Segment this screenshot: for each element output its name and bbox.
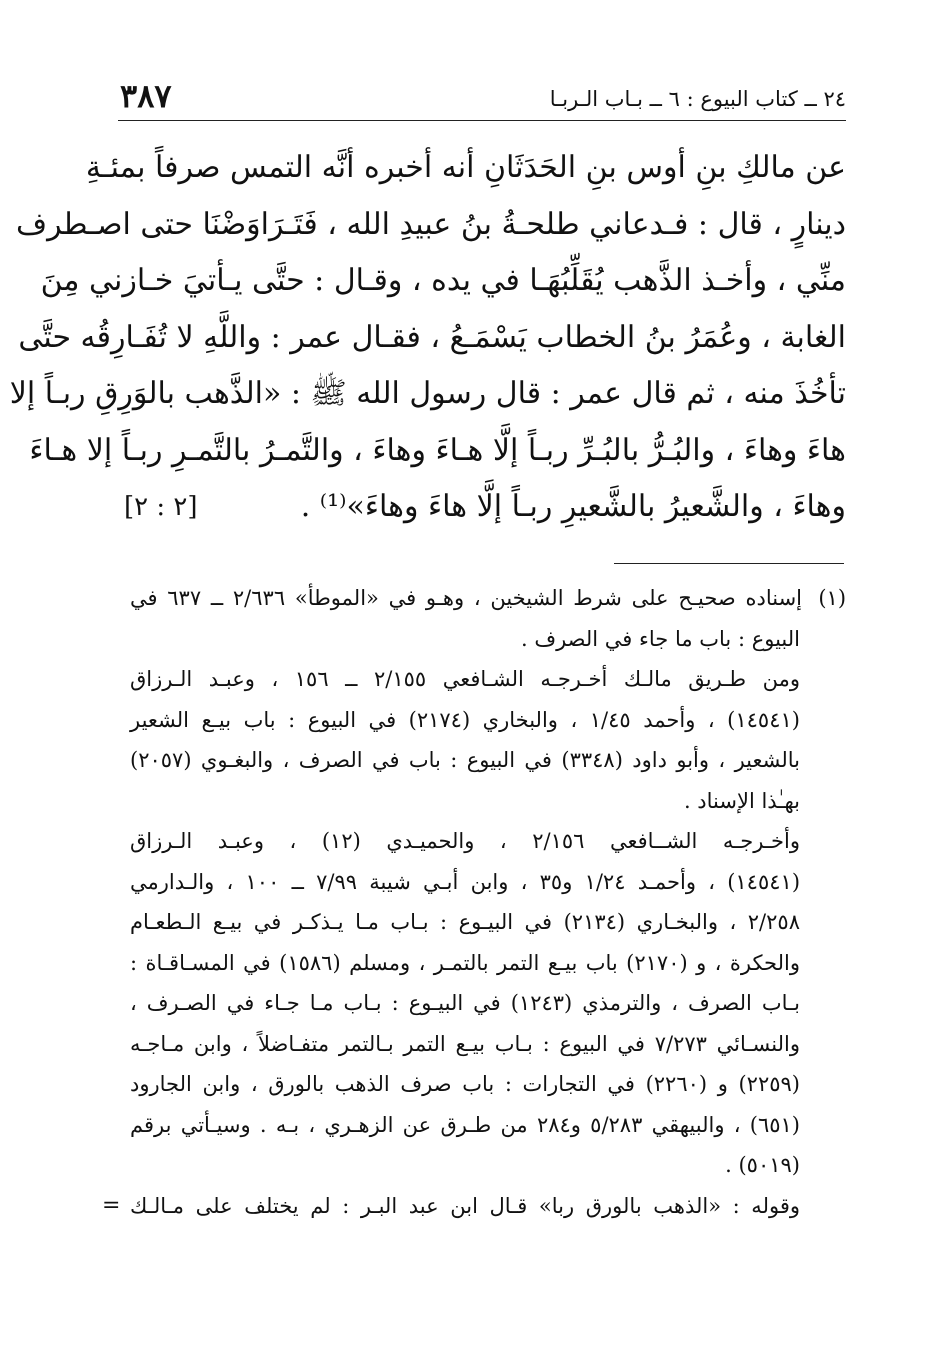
footnote-line: والنسـائي ٧/٢٧٣ في البيوع : بـاب بيـع التمر بـالتمر متفـاضلاً ، وابن مـاجـه [130,1031,800,1056]
footnote-line: (٢٢٥٩) و (٢٢٦٠) في التجارات : باب صرف الذهب بالورق ، وابن الجارود [130,1072,800,1096]
main-text-line: الغابة ، وعُمَرُ بنُ الخطاب يَسْمَـعُ ، فقـال عمر : واللَّهِ لا تُفَـارِقُه حتَّى [18,319,846,355]
footnote-separator [614,563,844,564]
main-text-line: منِّي ، وأخـذ الذَّهب يُقَلِّبُهَـا في يده ، وقـال : حتَّى يـأتيَ خـازني مِنَ [40,263,846,298]
footnote-line: (٦٥١) ، والبيهقي ٥/٢٨٣ و٢٨٤ من طـرق عن الزهـري ، بـه . وسيـأتي برقم [130,1112,800,1137]
footnote-line: بالشعير ، وأبو داود (٣٣٤٨) في البيوع : باب في الصرف ، والبغـوي (٢٠٥٧) [130,748,801,772]
footnote-marker: (١) [818,586,847,610]
page-number: ٣٨٧ [120,77,172,115]
footnote-line: ٢/٢٥٨ ، والبخـاري (٢١٣٤) في البيـوع : بـاب مـا يـذكـر في بيـع الـطعـام [130,910,800,934]
footnote-line: (١٤٥٤١) ، وأحمـد ١/٢٤ و٣٥ ، وابن أبـي شيبة ٧/٩٩ ــ ١٠٠ ، والـدارمي [130,869,801,894]
footnote-line: والحكرة ، و (٢١٧٠) باب بيـع التمر بالتمـر ، ومسلم (١٥٨٦) في المسـاقـاة : [130,950,800,975]
footnote-text: وقوله : «الذهب بالورق ربا» قـال ابن عبد البـر : لم يختلف على مـالـك [130,1193,800,1218]
footnote-text: إسناده صحيـح على شرط الشيخين ، وهـو في «الموطأ» ٢/٦٣٦ ــ ٦٣٧ في [130,586,803,610]
main-text-line: هاءَ وهاءَ ، والبُـرُّ بالبُـرِّ ربـاً إلَّا هـاءَ وهاءَ ، والتَّمـرُ بالتَّمـرِ ربـاً إلا هـاءَ [29,432,846,468]
main-text-line: وهاءَ ، والشَّعيرُ بالشَّعيرِ ربـاً إلَّا هاءَ وهاءَ»⁽¹⁾ . [300,489,846,524]
running-title: ٢٤ ــ كتاب البيوع : ٦ ــ بـاب الـربـا [549,87,846,111]
footnote-line: (١٤٥٤١) ، وأحمد ١/٤٥ ، والبخاري (٢١٧٤) في البيوع : باب بيـع الشعير [130,707,800,732]
footnote-line: (٥٠١٩) . [725,1153,800,1177]
footnote-line: وأخـرجـه الشــافعي ٢/١٥٦ ، والحميـدي (١٢) ، وعبـد الـرزاق [130,829,800,853]
hadith-reference: [٢ : ٢] [124,492,198,522]
footnote-line: بهـٰذا الإسناد . [683,788,800,813]
footnote-line [130,578,846,619]
footnote-line: بـاب الصرف ، والترمذي (١٢٤٣) في البيـوع : بـاب مـا جـاء في الصـرف ، [130,991,800,1015]
main-text-line: عن مالكِ بنِ أوس بنِ الحَدَثَانِ أنه أخبره أنَّه التمس صرفاً بمئـةِ [85,150,846,185]
main-text-line: دينارٍ ، قال : فـدعاني طلحـةُ بنُ عبيدِ الله ، فَتَـرَاوَضْنَا حتى اصـطرف [15,206,846,242]
main-text-line: تأخُذَ منه ، ثم قال عمر : قال رسول الله ﷺ : «الذَّهب بالوَرِقِ ربـاً إلا [9,376,846,411]
continuation-mark: = [102,1192,121,1218]
footnote-line: ومن طـريق مالـك أخـرجـه الشـافعي ٢/١٥٥ ــ ١٥٦ ، وعبـد الـرزاق [130,667,800,691]
main-text [9,140,846,536]
main-text-last-line [124,479,846,536]
footnote-line: البيوع : باب ما جاء في الصرف . [520,626,800,651]
footnote-continuation-line [102,1186,846,1227]
footnotes [102,578,847,1226]
page-header [118,74,846,121]
